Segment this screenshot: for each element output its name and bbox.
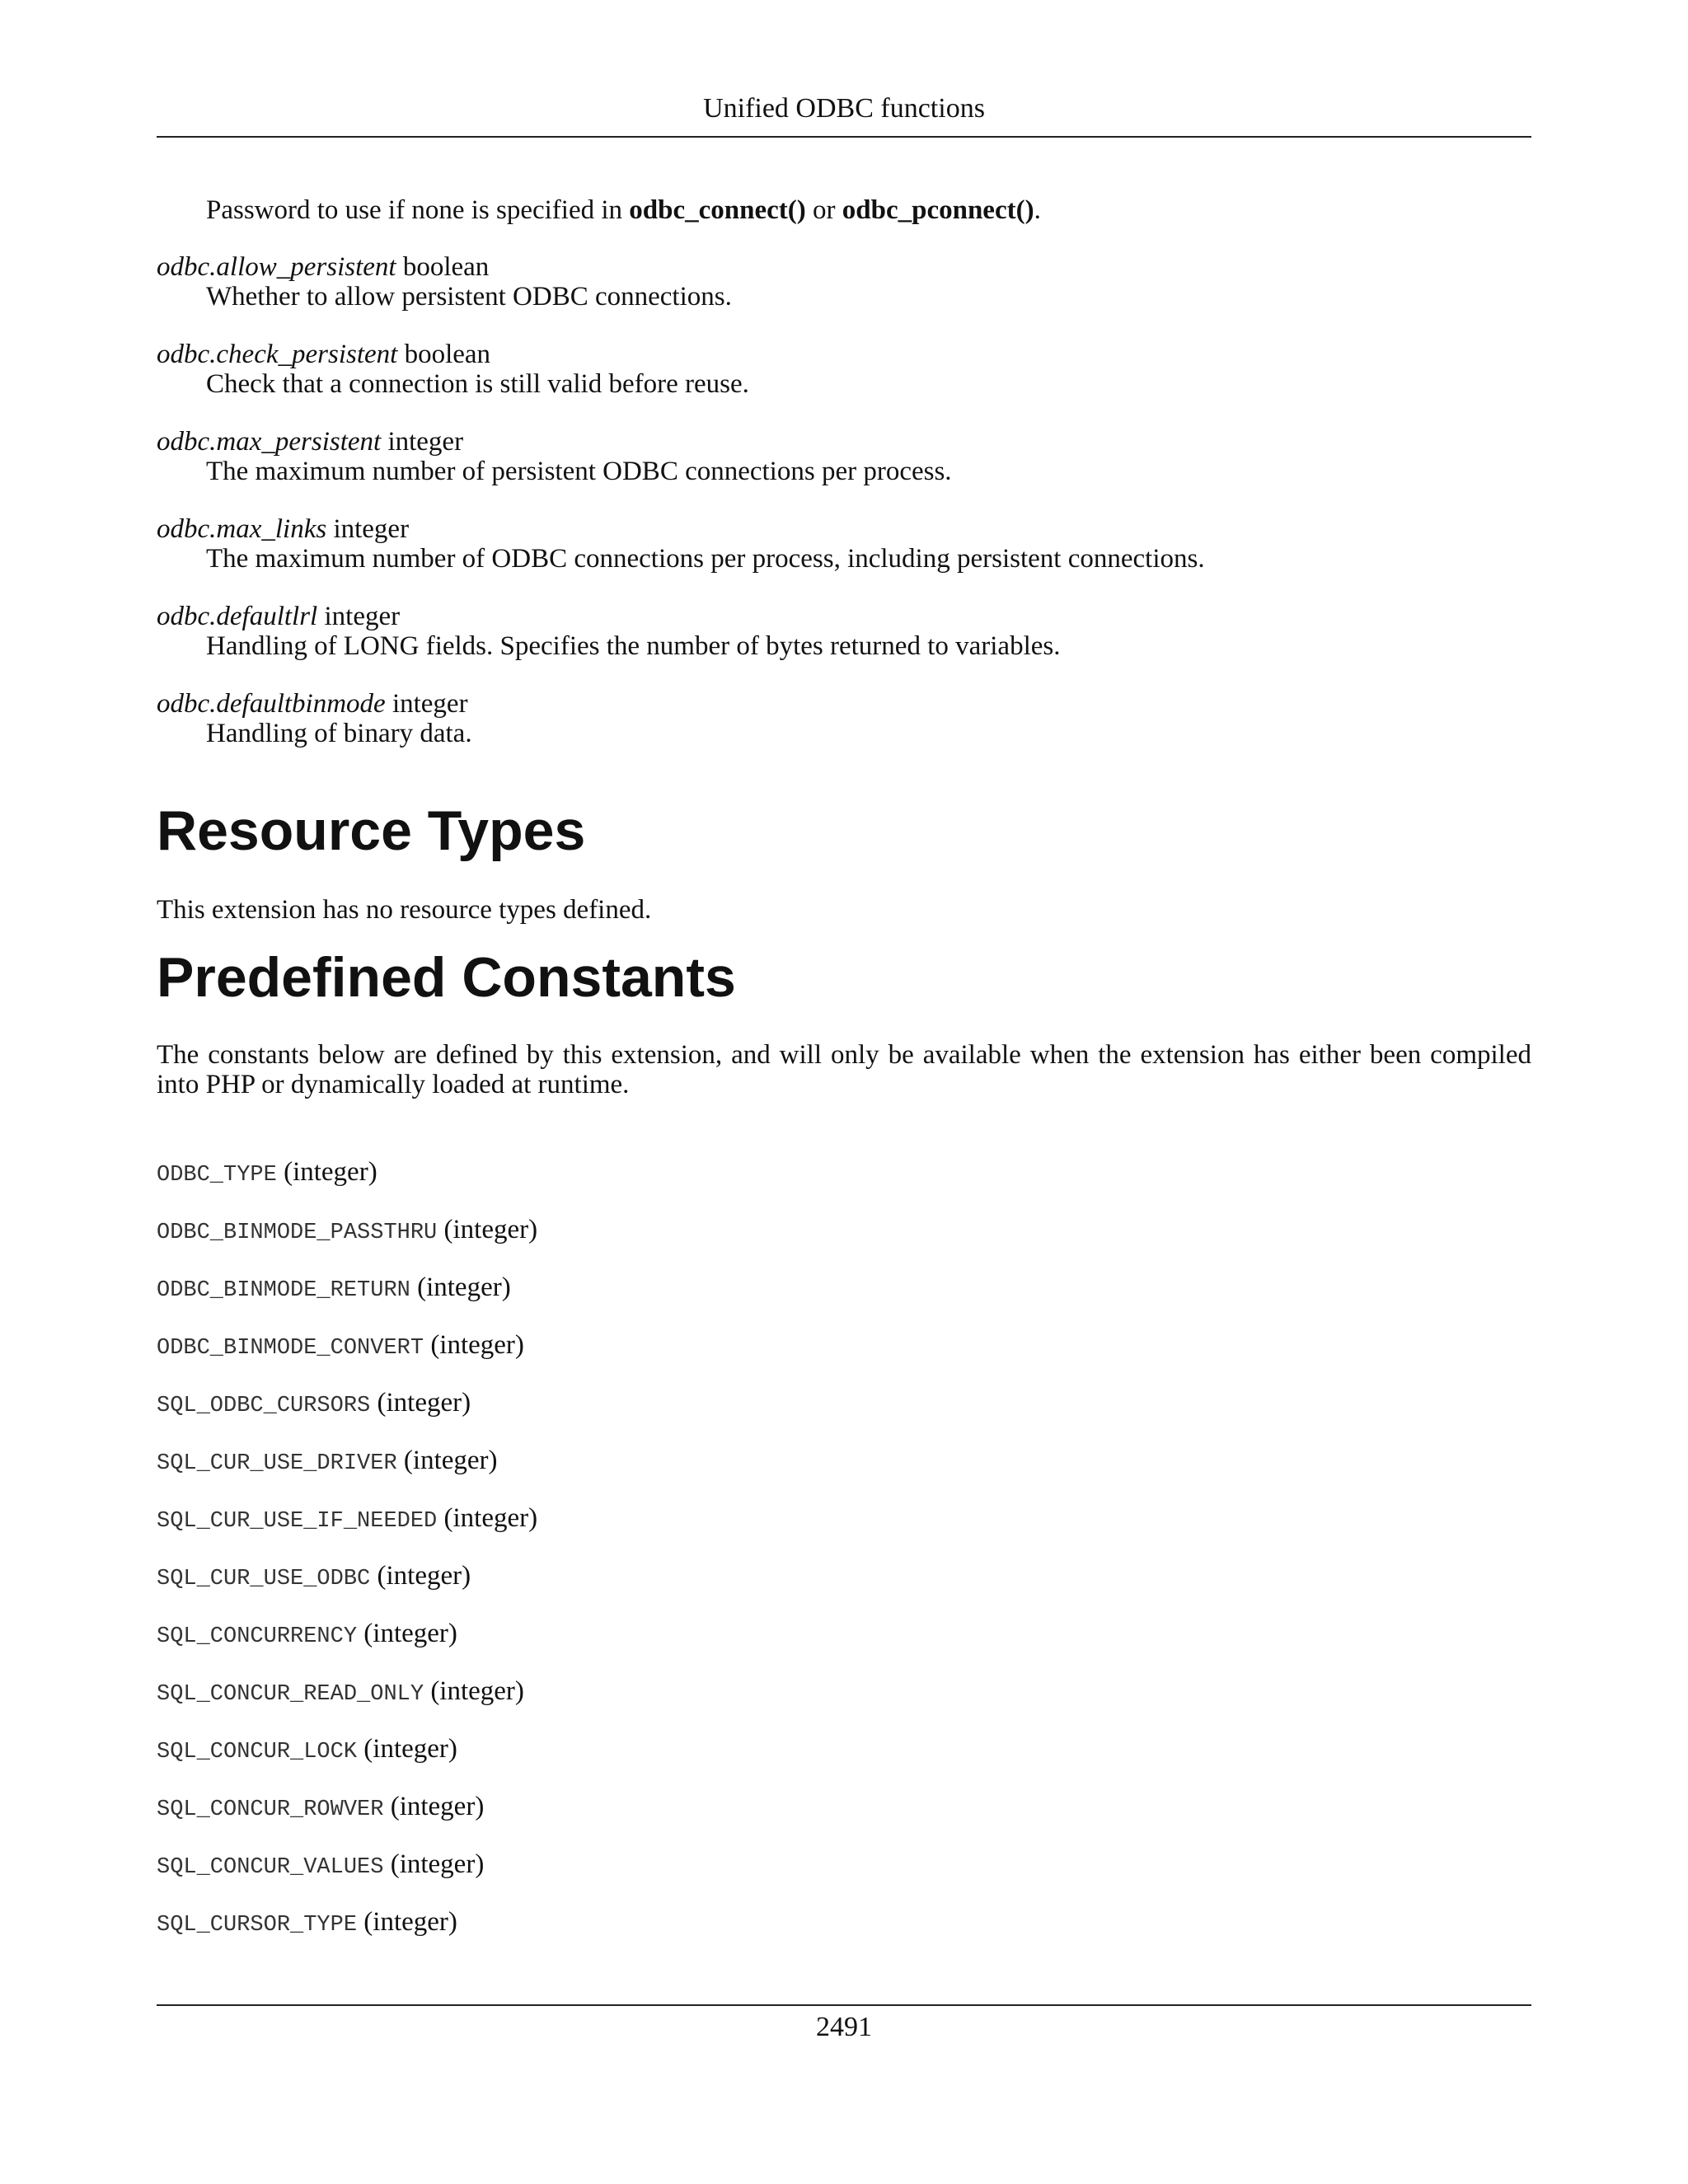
constant-type: (integer) (437, 1215, 538, 1244)
predefined-constants-text: The constants below are defined by this extension, and will only be available when the extension has either been compiled into PHP or dynamically loaded at runtime. (157, 1040, 1531, 1099)
constant-item (157, 1271, 511, 1307)
password-description (157, 194, 1581, 226)
constant-name: SQL_CUR_USE_ODBC (157, 1567, 371, 1591)
intro-prefix: Password to use if none is specified in (206, 195, 630, 225)
directive-type: boolean (397, 340, 491, 369)
directive-entry (157, 340, 1531, 399)
directive-name: odbc.allow_persistent (157, 252, 396, 282)
directive-description: The maximum number of ODBC connections per process, including persistent connections. (206, 544, 1205, 574)
constant-item (157, 1155, 377, 1192)
constant-name: SQL_CONCUR_ROWVER (157, 1797, 384, 1822)
header-rule (157, 136, 1531, 138)
directive-name: odbc.max_links (157, 514, 327, 544)
constant-item (157, 1502, 537, 1538)
constant-name: SQL_CONCUR_READ_ONLY (157, 1682, 424, 1707)
constant-name: ODBC_TYPE (157, 1163, 277, 1188)
constant-type: (integer) (437, 1503, 538, 1533)
directive-description: Handling of binary data. (206, 719, 472, 748)
constant-item (157, 1848, 484, 1884)
constant-type: (integer) (424, 1330, 524, 1360)
constant-item (157, 1559, 471, 1596)
constant-name: SQL_CUR_USE_IF_NEEDED (157, 1509, 438, 1534)
constant-type: (integer) (383, 1792, 485, 1821)
constant-type: (integer) (410, 1272, 511, 1302)
directive-description: Whether to allow persistent ODBC connections. (206, 282, 732, 312)
directive-type: integer (326, 514, 410, 544)
directive-entry (157, 602, 1531, 661)
constant-name: SQL_CONCUR_VALUES (157, 1855, 384, 1880)
directive-name: odbc.check_persistent (157, 340, 398, 369)
constant-name: ODBC_BINMODE_RETURN (157, 1278, 410, 1303)
constant-item (157, 1617, 457, 1653)
constant-type: (integer) (276, 1157, 377, 1187)
constant-name: ODBC_BINMODE_CONVERT (157, 1336, 424, 1361)
constant-item (157, 1329, 524, 1365)
constant-type: (integer) (396, 1446, 498, 1475)
constant-item (157, 1675, 524, 1711)
constant-item (157, 1790, 484, 1826)
directive-description: The maximum number of persistent ODBC connections per process. (206, 457, 952, 486)
constant-item (157, 1732, 457, 1769)
directive-description: Handling of LONG fields. Specifies the number of bytes returned to variables. (206, 631, 1061, 661)
constant-type: (integer) (370, 1561, 471, 1591)
page-number: 2491 (816, 2012, 872, 2042)
constant-type: (integer) (357, 1619, 457, 1648)
resource-types-text: This extension has no resource types defined. (157, 895, 652, 925)
directive-type: boolean (396, 252, 490, 282)
constant-name: SQL_ODBC_CURSORS (157, 1394, 371, 1418)
constant-item (157, 1213, 537, 1249)
constant-name: SQL_CURSOR_TYPE (157, 1913, 358, 1938)
directive-type: integer (381, 427, 464, 457)
directive-entry (157, 514, 1531, 574)
constant-name: SQL_CUR_USE_DRIVER (157, 1451, 397, 1476)
constant-name: SQL_CONCURRENCY (157, 1624, 358, 1649)
function-name-odbc-connect: odbc_connect() (629, 195, 806, 225)
directive-name: odbc.max_persistent (157, 427, 382, 457)
running-header: Unified ODBC functions (703, 93, 985, 124)
constant-name: SQL_CONCUR_LOCK (157, 1740, 358, 1765)
directive-type: integer (317, 602, 401, 631)
directive-entry (157, 689, 1531, 748)
constant-type: (integer) (357, 1907, 457, 1937)
constant-item (157, 1905, 457, 1942)
resource-types-heading: Resource Types (157, 799, 586, 862)
constant-type: (integer) (383, 1849, 485, 1879)
constant-type: (integer) (357, 1734, 457, 1764)
constant-type: (integer) (424, 1676, 524, 1706)
function-name-odbc-pconnect: odbc_pconnect() (842, 195, 1034, 225)
footer-rule (157, 2004, 1531, 2006)
document-page (157, 0, 1531, 2184)
directive-name: odbc.defaultlrl (157, 602, 318, 631)
directive-name: odbc.defaultbinmode (157, 689, 386, 719)
directive-entry (157, 252, 1531, 312)
predefined-constants-heading: Predefined Constants (157, 946, 736, 1009)
constant-name: ODBC_BINMODE_PASSTHRU (157, 1221, 438, 1245)
constant-item (157, 1386, 471, 1422)
directive-description: Check that a connection is still valid before reuse. (206, 369, 749, 399)
directive-type: integer (385, 689, 468, 719)
intro-middle: or (805, 195, 842, 225)
intro-suffix: . (1034, 195, 1041, 225)
directive-entry (157, 427, 1531, 486)
constant-type: (integer) (370, 1388, 471, 1418)
constant-item (157, 1444, 498, 1480)
